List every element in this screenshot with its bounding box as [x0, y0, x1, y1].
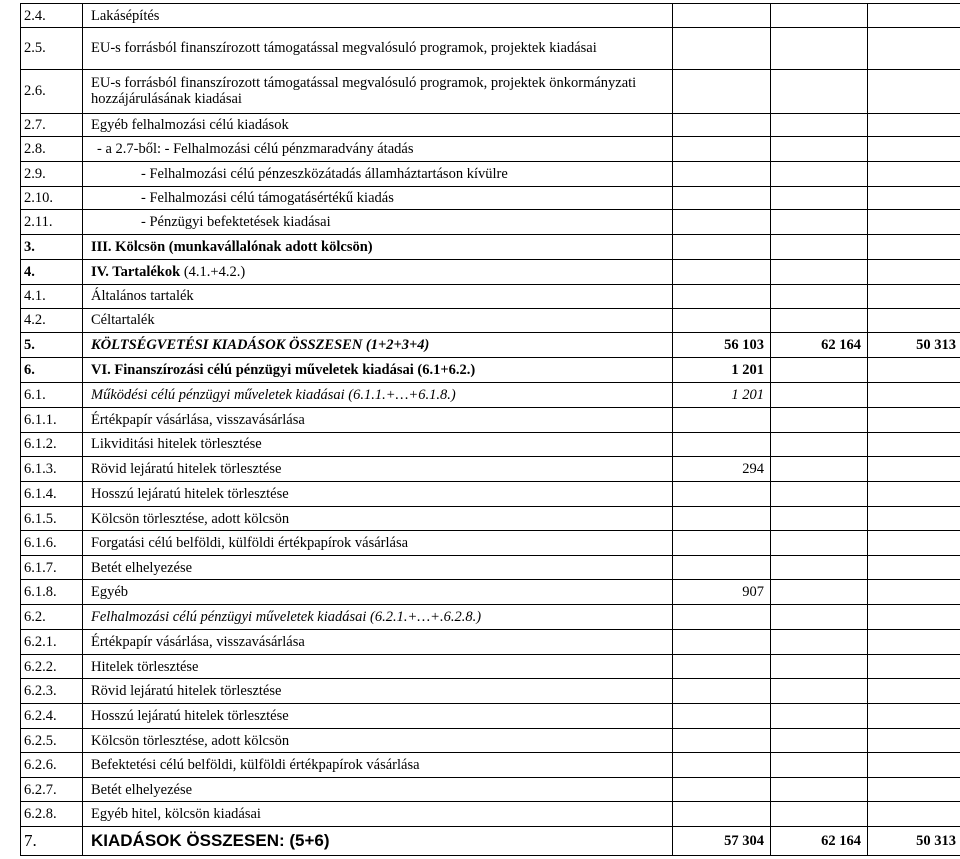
- value-cell-3: [868, 605, 960, 630]
- row-label: [83, 531, 673, 556]
- table-row: [21, 28, 960, 70]
- table-row: [21, 186, 960, 209]
- row-number: 6.: [21, 357, 83, 382]
- value-cell-1: [673, 28, 771, 70]
- row-label-text: Egyéb felhalmozási célú kiadások: [91, 116, 289, 133]
- value-cell-2: [771, 113, 868, 136]
- value-cell-2: 62 164: [771, 827, 868, 856]
- value-cell-3: [868, 209, 960, 234]
- value-cell-1: [673, 186, 771, 209]
- table-row: [21, 482, 960, 507]
- table-row: [21, 209, 960, 234]
- value-cell-2: [771, 778, 868, 802]
- value-cell-2: [771, 259, 868, 284]
- table-row: [21, 113, 960, 136]
- value-cell-3: [868, 655, 960, 679]
- row-label-text: Likviditási hitelek törlesztése: [91, 436, 262, 453]
- value-cell-1: [673, 136, 771, 161]
- value-cell-1: [673, 704, 771, 729]
- value-cell-1: [673, 802, 771, 827]
- row-label-text: - Pénzügyi befektetések kiadásai: [141, 213, 331, 230]
- value-cell-2: [771, 357, 868, 382]
- value-cell-1: [673, 556, 771, 580]
- value-cell-3: [868, 729, 960, 753]
- row-label-text: IV. Tartalékok: [91, 263, 181, 280]
- table-row: [21, 556, 960, 580]
- row-label-text: Hosszú lejáratú hitelek törlesztése: [91, 486, 289, 503]
- value-cell-2: [771, 161, 868, 186]
- value-cell-3: [868, 482, 960, 507]
- value-cell-2: [771, 234, 868, 259]
- value-cell-1: [673, 161, 771, 186]
- row-label-text: - a 2.7-ből: - Felhalmozási célú pénzmaradvány átadás: [97, 140, 414, 157]
- row-number: 2.4.: [21, 4, 83, 28]
- value-cell-1: [673, 482, 771, 507]
- row-number: 6.2.: [21, 605, 83, 630]
- value-cell-3: [868, 259, 960, 284]
- row-label-text: EU-s forrásból finanszírozott támogatással megvalósuló programok, projektek kiadásai: [91, 40, 597, 57]
- value-cell-1: [673, 679, 771, 704]
- value-cell-2: [771, 432, 868, 456]
- row-number: 2.11.: [21, 209, 83, 234]
- row-number: 6.1.5.: [21, 507, 83, 531]
- row-label: [83, 679, 673, 704]
- row-label: [83, 259, 673, 284]
- table-row: [21, 69, 960, 113]
- value-cell-1: [673, 778, 771, 802]
- value-cell-1: [673, 69, 771, 113]
- value-cell-2: [771, 580, 868, 605]
- value-cell-1: [673, 507, 771, 531]
- value-cell-3: [868, 234, 960, 259]
- row-label: [83, 234, 673, 259]
- row-number: 6.2.6.: [21, 753, 83, 778]
- value-cell-2: [771, 4, 868, 28]
- table-row: [21, 308, 960, 332]
- value-cell-2: [771, 308, 868, 332]
- row-number: 6.1.4.: [21, 482, 83, 507]
- row-number: 2.8.: [21, 136, 83, 161]
- value-cell-2: [771, 753, 868, 778]
- value-cell-3: [868, 161, 960, 186]
- value-cell-1: 1 201: [673, 382, 771, 407]
- row-number: 2.5.: [21, 28, 83, 70]
- row-label-text: Befektetési célú belföldi, külföldi értékpapírok vásárlása: [91, 757, 420, 774]
- row-label: [83, 802, 673, 827]
- table-row: [21, 580, 960, 605]
- row-label: [83, 28, 673, 70]
- value-cell-2: [771, 704, 868, 729]
- row-label: [83, 482, 673, 507]
- table-row: [21, 630, 960, 655]
- row-label-text: Egyéb: [91, 584, 129, 601]
- row-label: [83, 753, 673, 778]
- row-number: 6.2.2.: [21, 655, 83, 679]
- row-label-text: Lakásépítés: [91, 7, 160, 24]
- value-cell-3: [868, 28, 960, 70]
- value-cell-1: [673, 284, 771, 308]
- value-cell-2: [771, 605, 868, 630]
- value-cell-3: [868, 580, 960, 605]
- row-label-text: Kölcsön törlesztése, adott kölcsön: [91, 510, 290, 527]
- value-cell-1: [673, 4, 771, 28]
- value-cell-3: [868, 630, 960, 655]
- table-row: [21, 456, 960, 481]
- row-label: [83, 332, 673, 357]
- value-cell-2: 62 164: [771, 332, 868, 357]
- row-number: 2.10.: [21, 186, 83, 209]
- row-number: 6.2.7.: [21, 778, 83, 802]
- budget-table: [20, 3, 960, 856]
- row-label-text: Hosszú lejáratú hitelek törlesztése: [91, 708, 289, 725]
- row-label-text: Forgatási célú belföldi, külföldi értékpapírok vásárlása: [91, 535, 409, 552]
- table-row: [21, 778, 960, 802]
- row-label-text: Egyéb hitel, kölcsön kiadásai: [91, 806, 261, 823]
- value-cell-1: 907: [673, 580, 771, 605]
- value-cell-2: [771, 655, 868, 679]
- row-number: 2.6.: [21, 69, 83, 113]
- row-label-text: Értékpapír vásárlása, visszavásárlása: [91, 411, 305, 428]
- row-label: [83, 704, 673, 729]
- value-cell-3: [868, 308, 960, 332]
- table-row: [21, 531, 960, 556]
- row-label: [83, 4, 673, 28]
- value-cell-2: [771, 69, 868, 113]
- row-number: 7.: [21, 827, 83, 856]
- table-row: [21, 704, 960, 729]
- row-number: 6.2.1.: [21, 630, 83, 655]
- row-label: [83, 284, 673, 308]
- row-label: [83, 580, 673, 605]
- value-cell-1: [673, 259, 771, 284]
- value-cell-3: [868, 407, 960, 432]
- table-row: [21, 605, 960, 630]
- value-cell-1: [673, 605, 771, 630]
- row-label: [83, 113, 673, 136]
- table-row: [21, 802, 960, 827]
- value-cell-1: 57 304: [673, 827, 771, 856]
- value-cell-2: [771, 482, 868, 507]
- value-cell-1: [673, 753, 771, 778]
- table-row: [21, 729, 960, 753]
- value-cell-3: 50 313: [868, 332, 960, 357]
- row-label: [83, 605, 673, 630]
- row-label: [83, 556, 673, 580]
- table-row: [21, 753, 960, 778]
- row-label-text: Céltartalék: [91, 312, 155, 329]
- value-cell-3: [868, 357, 960, 382]
- row-label-text: EU-s forrásból finanszírozott támogatással megvalósuló programok, projektek önkormányzati hozzájárulásának kiadásai: [91, 75, 637, 108]
- row-label-text: Hitelek törlesztése: [91, 658, 199, 675]
- table-row: [21, 507, 960, 531]
- value-cell-2: [771, 407, 868, 432]
- row-number: 2.9.: [21, 161, 83, 186]
- value-cell-3: [868, 556, 960, 580]
- row-label-text: III. Kölcsön (munkavállalónak adott kölcsön): [91, 238, 373, 255]
- table-row: [21, 136, 960, 161]
- value-cell-3: 50 313: [868, 827, 960, 856]
- row-label-text: VI. Finanszírozási célú pénzügyi műveletek kiadásai (6.1+6.2.): [91, 361, 476, 378]
- row-label: [83, 655, 673, 679]
- value-cell-1: [673, 113, 771, 136]
- row-number: 6.1.7.: [21, 556, 83, 580]
- value-cell-1: [673, 630, 771, 655]
- row-label-text: Értékpapír vásárlása, visszavásárlása: [91, 634, 305, 651]
- table-row: [21, 827, 960, 856]
- value-cell-3: [868, 69, 960, 113]
- value-cell-1: [673, 432, 771, 456]
- value-cell-1: 294: [673, 456, 771, 481]
- row-label: [83, 729, 673, 753]
- row-number: 6.1.8.: [21, 580, 83, 605]
- value-cell-3: [868, 507, 960, 531]
- table-row: [21, 259, 960, 284]
- table-row: [21, 234, 960, 259]
- value-cell-1: [673, 729, 771, 753]
- row-number: 6.2.8.: [21, 802, 83, 827]
- value-cell-2: [771, 531, 868, 556]
- value-cell-2: [771, 136, 868, 161]
- row-label-text: Betét elhelyezése: [91, 781, 193, 798]
- row-label: [83, 827, 673, 856]
- row-label-text: KÖLTSÉGVETÉSI KIADÁSOK ÖSSZESEN (1+2+3+4): [91, 336, 430, 353]
- value-cell-2: [771, 679, 868, 704]
- table-row: [21, 284, 960, 308]
- row-number: 6.1.2.: [21, 432, 83, 456]
- row-label: [83, 209, 673, 234]
- row-label: [83, 630, 673, 655]
- table-row: [21, 161, 960, 186]
- value-cell-3: [868, 113, 960, 136]
- value-cell-3: [868, 186, 960, 209]
- row-number: 6.2.4.: [21, 704, 83, 729]
- value-cell-2: [771, 186, 868, 209]
- value-cell-3: [868, 802, 960, 827]
- table-row: [21, 332, 960, 357]
- row-label-text: Működési célú pénzügyi műveletek kiadásai (6.1.1.+…+6.1.8.): [91, 386, 456, 403]
- value-cell-3: [868, 778, 960, 802]
- value-cell-1: [673, 308, 771, 332]
- row-label-text: Rövid lejáratú hitelek törlesztése: [91, 683, 282, 700]
- table-row: [21, 432, 960, 456]
- row-label-text: Általános tartalék: [91, 288, 194, 305]
- value-cell-3: [868, 136, 960, 161]
- row-number: 4.: [21, 259, 83, 284]
- value-cell-1: [673, 531, 771, 556]
- row-label: [83, 507, 673, 531]
- row-number: 6.2.3.: [21, 679, 83, 704]
- value-cell-1: [673, 234, 771, 259]
- table-row: [21, 655, 960, 679]
- value-cell-2: [771, 28, 868, 70]
- table-row: [21, 357, 960, 382]
- value-cell-2: [771, 507, 868, 531]
- value-cell-1: [673, 209, 771, 234]
- value-cell-2: [771, 382, 868, 407]
- value-cell-2: [771, 556, 868, 580]
- row-number: 4.2.: [21, 308, 83, 332]
- value-cell-2: [771, 802, 868, 827]
- row-label: [83, 186, 673, 209]
- row-label: [83, 432, 673, 456]
- row-label: [83, 382, 673, 407]
- value-cell-2: [771, 284, 868, 308]
- row-number: 6.1.: [21, 382, 83, 407]
- table-row: [21, 407, 960, 432]
- row-label: [83, 357, 673, 382]
- row-label-text: Felhalmozási célú pénzügyi műveletek kiadásai (6.2.1.+…+.6.2.8.): [91, 609, 482, 626]
- value-cell-2: [771, 729, 868, 753]
- value-cell-1: 1 201: [673, 357, 771, 382]
- row-label: [83, 69, 673, 113]
- value-cell-3: [868, 704, 960, 729]
- row-label: [83, 136, 673, 161]
- value-cell-2: [771, 456, 868, 481]
- table-row: [21, 679, 960, 704]
- row-label-text: - Felhalmozási célú támogatásértékű kiadás: [141, 189, 394, 206]
- value-cell-1: [673, 407, 771, 432]
- row-label: [83, 456, 673, 481]
- row-label-text: - Felhalmozási célú pénzeszközátadás államháztartáson kívülre: [141, 165, 508, 182]
- row-label-suffix: (4.1.+4.2.): [180, 263, 246, 280]
- row-number: 3.: [21, 234, 83, 259]
- value-cell-3: [868, 4, 960, 28]
- row-number: 5.: [21, 332, 83, 357]
- value-cell-3: [868, 531, 960, 556]
- row-label: [83, 161, 673, 186]
- row-number: 4.1.: [21, 284, 83, 308]
- row-label: [83, 407, 673, 432]
- value-cell-2: [771, 209, 868, 234]
- row-number: 6.1.3.: [21, 456, 83, 481]
- row-number: 6.1.6.: [21, 531, 83, 556]
- value-cell-2: [771, 630, 868, 655]
- table-row: [21, 382, 960, 407]
- value-cell-3: [868, 456, 960, 481]
- row-label-text: KIADÁSOK ÖSSZESEN: (5+6): [91, 831, 330, 851]
- value-cell-3: [868, 679, 960, 704]
- value-cell-1: [673, 655, 771, 679]
- value-cell-3: [868, 284, 960, 308]
- row-label: [83, 308, 673, 332]
- value-cell-3: [868, 382, 960, 407]
- row-label-text: Rövid lejáratú hitelek törlesztése: [91, 460, 282, 477]
- row-number: 6.1.1.: [21, 407, 83, 432]
- row-number: 6.2.5.: [21, 729, 83, 753]
- table-row: [21, 4, 960, 28]
- row-number: 2.7.: [21, 113, 83, 136]
- row-label-text: Betét elhelyezése: [91, 559, 193, 576]
- row-label: [83, 778, 673, 802]
- value-cell-1: 56 103: [673, 332, 771, 357]
- value-cell-3: [868, 753, 960, 778]
- row-label-text: Kölcsön törlesztése, adott kölcsön: [91, 732, 290, 749]
- value-cell-3: [868, 432, 960, 456]
